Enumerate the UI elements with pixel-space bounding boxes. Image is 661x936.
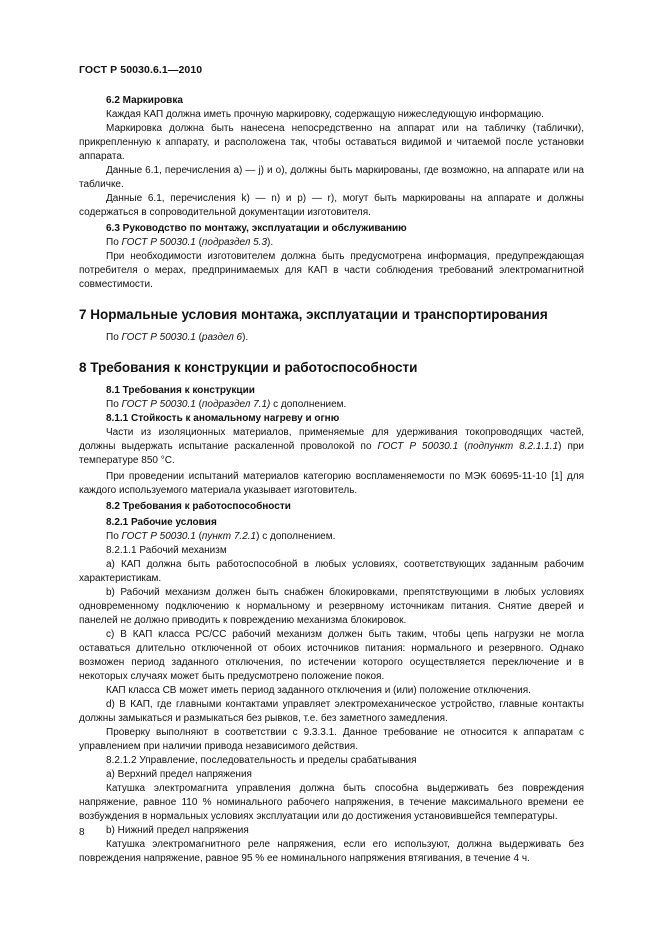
paragraph: Проверку выполняют в соответствии с 9.3.3.1. Данное требование не относится к аппаратам с управлением при наличии привода независимого действия. <box>79 727 584 752</box>
heading-8-2: 8.2 Требования к работоспособности <box>106 501 291 512</box>
heading-6-3: 6.3 Руководство по монтажу, эксплуатации и обслуживанию <box>106 223 407 234</box>
subheading: 8.2.1.1 Рабочий механизм <box>106 545 227 556</box>
list-item: d) В КАП, где главными контактами управляет электромеханическое устройство, главные контакты должны замыкаться и размыкаться без рывков, т.е. без заметного замедления. <box>79 699 584 724</box>
heading-6-2: 6.2 Маркировка <box>106 95 183 106</box>
text-run: ( <box>458 441 468 452</box>
document-header: ГОСТ Р 50030.6.1—2010 <box>79 64 203 76</box>
reference-line <box>79 236 584 250</box>
subheading: 8.2.1.2 Управление, последовательность и пределы срабатывания <box>106 755 417 766</box>
reference-line <box>79 398 584 412</box>
ref-prefix: По <box>106 531 122 542</box>
heading-7: 7 Нормальные условия монтажа, эксплуатации и транспортирования <box>79 307 548 322</box>
ref-open: ( <box>195 237 202 248</box>
paragraph: Каждая КАП должна иметь прочную маркировку, содержащую нижеследующую информацию. <box>106 109 544 120</box>
ref-open: ( <box>195 531 202 542</box>
text-run: ) при температуре 850 °С. <box>79 441 585 466</box>
ref-part: пункт 7.2.1 <box>201 531 257 542</box>
paragraph: При проведении испытаний материалов категорию воспламеняемости по МЭК 60695-11-10 [1] для каждого используемого материала указывает изготовитель. <box>79 471 584 496</box>
paragraph: КАП класса СВ может иметь период заданного отключения и (или) положение отключения. <box>106 685 531 696</box>
list-item: b) Рабочий механизм должен быть снабжен блокировками, препятствующими в любых условиях одновременному подключению к нормальному и резервному источникам питания. Снятие дверей и панелей не должно приводить к повреждению механизма блокировок. <box>79 587 584 626</box>
ref-open: ( <box>195 332 202 343</box>
ref-prefix: По <box>106 332 122 343</box>
ref-open: ( <box>195 399 202 410</box>
heading-8-1: 8.1 Требования к конструкции <box>106 385 255 396</box>
paragraph: Данные 6.1, перечисления а) — j) и о), должны быть маркированы, где возможно, на аппарате или на табличке. <box>79 165 584 190</box>
ref-prefix: По <box>106 237 122 248</box>
reference-line <box>79 331 584 345</box>
paragraph: Данные 6.1, перечисления k) — n) и р) — r), могут быть маркированы на аппарате и должны содержаться в сопроводительной документации изготовителя. <box>79 193 584 218</box>
ref-part: подпункт 8.2.1.1.1 <box>467 441 559 452</box>
heading-8: 8 Требования к конструкции и работоспособности <box>79 360 418 375</box>
ref-part: подраздел 5.3 <box>201 237 268 248</box>
list-item: с) В КАП класса РС/СС рабочий механизм должен быть таким, чтобы цепь нагрузки не могла оставаться длительно отключенной от обоих источников питания: нормального и резервного. Однако возможен период заданного отключения, по истечении которого осуществляется переключение и в некоторых случаях может быть предусмотрено положение покоя. <box>79 629 584 682</box>
ref-close: ). <box>267 237 274 248</box>
heading-8-2-1: 8.2.1 Рабочие условия <box>106 517 217 528</box>
paragraph: При необходимости изготовителем должна быть предусмотрена информация, предупреждающая потребителя о мерах, предпринимаемых для КАП в части соблюдения требований электромагнитной совместимости. <box>79 251 584 290</box>
ref-doc: ГОСТ Р 50030.1 <box>121 531 196 542</box>
ref-doc: ГОСТ Р 50030.1 <box>121 332 196 343</box>
reference-line <box>79 530 584 544</box>
ref-doc: ГОСТ Р 50030.1 <box>121 399 196 410</box>
list-item: b) Нижний предел напряжения <box>106 825 249 836</box>
page-number: 8 <box>79 827 85 838</box>
paragraph <box>79 426 584 468</box>
ref-prefix: По <box>106 399 122 410</box>
document-body <box>79 94 584 866</box>
ref-doc: ГОСТ Р 50030.1 <box>121 237 196 248</box>
heading-8-1-1: 8.1.1 Стойкость к аномальному нагреву и огню <box>106 413 340 424</box>
list-item: а) КАП должна быть работоспособной в любых условиях, соответствующих заданным рабочим характеристикам. <box>79 559 584 584</box>
ref-part: подраздел 7.1) <box>201 399 271 410</box>
ref-close: ) с дополнением. <box>256 531 336 542</box>
text-run: Части из изоляционных материалов, применяемые для удерживания токопроводящих частей, должны выдержать испытание раскаленной проволокой по <box>79 427 584 452</box>
ref-part: раздел 6 <box>201 332 243 343</box>
paragraph: Катушка электромагнитного реле напряжения, если его используют, должна выдерживать без повреждения напряжение, равное 95 % ее номинального напряжения втягивания, в течение 4 ч. <box>79 839 584 864</box>
ref-close: ). <box>242 332 249 343</box>
ref-doc: ГОСТ Р 50030.1 <box>377 441 459 452</box>
paragraph: Маркировка должна быть нанесена непосредственно на аппарат или на табличку (таблички), прикрепленную к аппарату, и расположена так, чтобы оставаться видимой и читаемой после установки аппарата. <box>79 123 584 162</box>
paragraph: Катушка электромагнита управления должна быть способна выдерживать без повреждения напряжение, равное 110 % номинального рабочего напряжения, в течение максимального времени ее возбуждения в нормальных условиях эксплуатации или до достижения установившейся температуры. <box>79 783 584 822</box>
ref-close: с дополнением. <box>270 399 347 410</box>
list-item: а) Верхний предел напряжения <box>106 769 252 780</box>
